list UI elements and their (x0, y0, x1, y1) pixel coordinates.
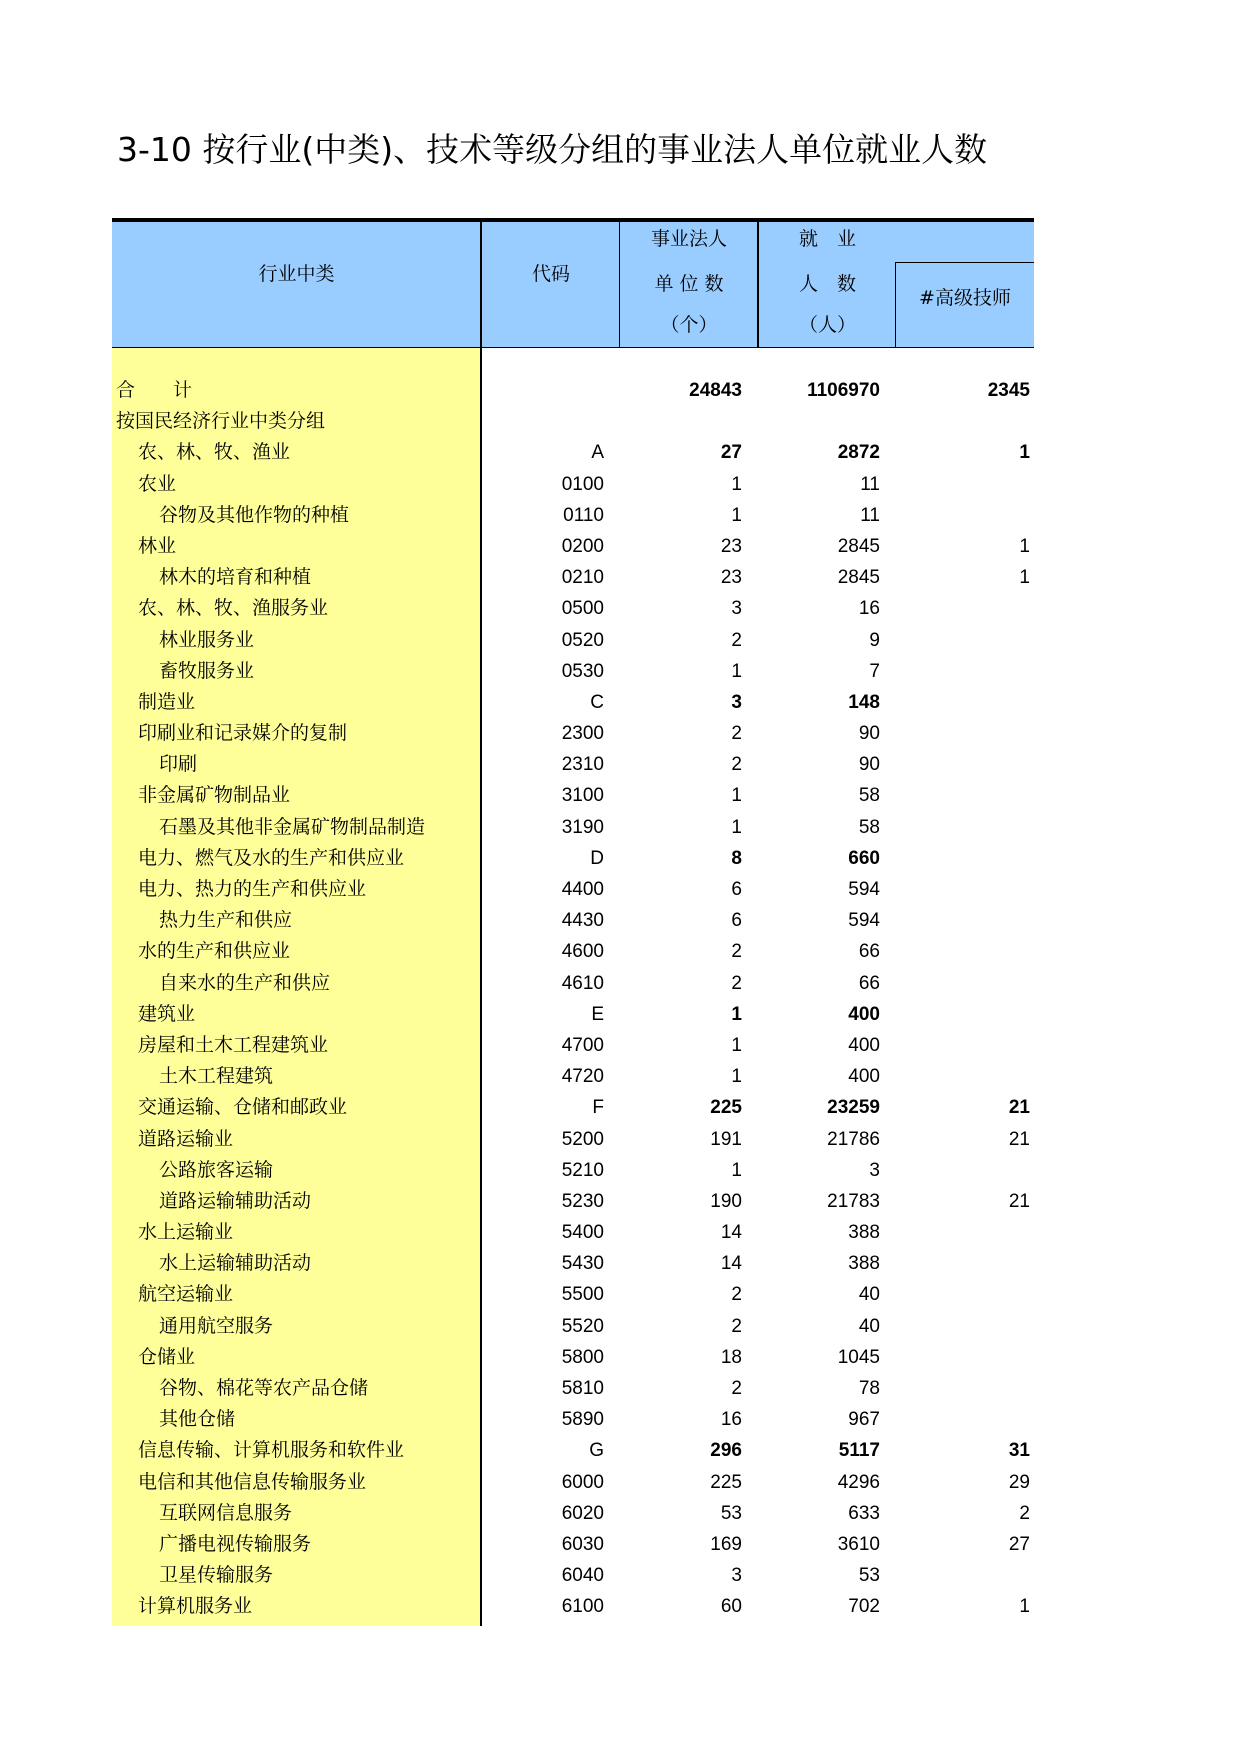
units-cell: 1 (731, 1066, 742, 1088)
units-cell: 1 (731, 816, 742, 838)
units-cell: 1 (731, 660, 742, 682)
units-cell: 1 (731, 1003, 742, 1025)
industry-cell: 按国民经济行业中类分组 (116, 410, 326, 433)
units-cell: 14 (720, 1253, 742, 1275)
table-header (112, 222, 1034, 348)
employment-cell: 66 (858, 941, 880, 963)
units-cell: 18 (720, 1346, 742, 1368)
units-cell: 6 (731, 879, 742, 900)
code-cell: 5890 (561, 1409, 604, 1431)
employment-cell: 11 (860, 504, 880, 526)
table-row (112, 1155, 1034, 1186)
code-cell: 3100 (561, 785, 604, 807)
industry-cell: 互联网信息服务 (159, 1501, 293, 1524)
employment-cell: 23259 (827, 1097, 880, 1119)
employment-cell: 5117 (838, 1440, 880, 1462)
units-cell: 16 (720, 1409, 742, 1431)
code-cell: E (591, 1003, 604, 1025)
employment-cell: 2845 (837, 567, 880, 589)
code-cell: C (590, 691, 604, 713)
units-cell: 169 (710, 1533, 742, 1555)
code-cell: D (590, 847, 604, 869)
units-cell: 296 (710, 1440, 742, 1462)
units-cell: 60 (720, 1596, 742, 1618)
table-row (112, 1217, 1034, 1248)
senior-tech-cell: 31 (1008, 1440, 1030, 1462)
industry-cell: 非金属矿物制品业 (138, 784, 291, 807)
header-code: 代码 (531, 263, 570, 285)
employment-cell: 148 (848, 691, 880, 713)
employment-cell: 90 (858, 754, 880, 776)
table-row (112, 874, 1034, 905)
table-row (112, 1279, 1034, 1310)
employment-cell: 11 (860, 473, 880, 495)
units-cell: 2 (731, 972, 742, 994)
code-cell: 5810 (561, 1378, 604, 1399)
table-row (112, 1186, 1034, 1217)
header-units-line: 单 位 数 (654, 273, 724, 295)
senior-tech-cell: 2 (1019, 1502, 1030, 1524)
table-row (112, 531, 1034, 562)
table-rows (112, 375, 1034, 1623)
units-cell: 2 (731, 1284, 742, 1306)
code-cell: 5210 (561, 1159, 604, 1181)
industry-cell: 农、林、牧、渔业 (138, 441, 291, 464)
industry-cell: 交通运输、仓储和邮政业 (138, 1096, 348, 1119)
employment-cell: 400 (848, 1003, 880, 1025)
code-cell: 5520 (561, 1315, 604, 1337)
units-cell: 23 (720, 567, 742, 589)
units-cell: 225 (710, 1097, 742, 1119)
industry-cell: 道路运输辅助活动 (159, 1189, 312, 1212)
table-row (112, 1030, 1034, 1061)
employment-cell: 633 (848, 1502, 880, 1524)
code-cell: 4700 (561, 1034, 604, 1056)
table-row (112, 1311, 1034, 1342)
employment-cell: 7 (869, 660, 880, 682)
employment-cell: 3 (869, 1159, 880, 1181)
code-cell: 0200 (561, 535, 604, 557)
employment-cell: 967 (848, 1409, 880, 1431)
employment-cell: 660 (848, 847, 880, 869)
senior-tech-cell: 21 (1008, 1190, 1030, 1212)
units-cell: 1 (731, 1034, 742, 1056)
employment-cell: 21783 (827, 1190, 880, 1212)
units-cell: 3 (731, 1565, 742, 1587)
code-cell: 4400 (561, 879, 604, 900)
table-row (112, 469, 1034, 500)
code-cell: 5200 (561, 1128, 604, 1150)
table-row (112, 1124, 1034, 1155)
employment-cell: 3610 (837, 1533, 880, 1555)
industry-cell: 计算机服务业 (138, 1595, 253, 1618)
code-cell: 5400 (561, 1222, 604, 1244)
code-cell: 2310 (561, 754, 604, 776)
industry-cell: 石墨及其他非金属矿物制品制造 (159, 815, 426, 838)
units-cell: 225 (710, 1471, 742, 1493)
employment-cell: 78 (858, 1378, 880, 1399)
units-cell: 191 (710, 1128, 742, 1150)
table-row (112, 1529, 1034, 1560)
industry-cell: 仓储业 (138, 1345, 196, 1368)
code-cell: 5230 (561, 1190, 604, 1212)
senior-tech-cell: 1 (1019, 567, 1030, 589)
table-row (112, 718, 1034, 749)
table-row (112, 968, 1034, 999)
code-cell: 6030 (561, 1533, 604, 1555)
code-cell: A (591, 442, 604, 464)
employment-cell: 1106970 (807, 380, 880, 401)
code-cell: 5430 (561, 1253, 604, 1275)
units-cell: 1 (731, 473, 742, 495)
header-units-line: （个） (660, 314, 718, 336)
employment-cell: 40 (858, 1315, 880, 1337)
code-cell: 4600 (561, 941, 604, 963)
industry-cell: 建筑业 (138, 1002, 196, 1025)
units-cell: 6 (731, 910, 742, 932)
industry-cell: 农、林、牧、渔服务业 (138, 597, 329, 620)
code-cell: 4720 (561, 1066, 604, 1088)
code-cell: 2300 (561, 723, 604, 745)
industry-cell: 信息传输、计算机服务和软件业 (138, 1439, 405, 1462)
employment-cell: 400 (848, 1034, 880, 1056)
employment-cell: 21786 (827, 1128, 880, 1150)
industry-cell: 土木工程建筑 (159, 1065, 274, 1088)
table-row (112, 562, 1034, 593)
industry-cell: 航空运输业 (138, 1283, 234, 1306)
senior-tech-cell: 1 (1019, 1596, 1030, 1618)
units-cell: 2 (731, 1378, 742, 1399)
table-row (112, 625, 1034, 656)
units-cell: 3 (731, 691, 742, 713)
code-cell: 6100 (561, 1596, 604, 1618)
employment-cell: 16 (858, 598, 880, 620)
code-cell: 6040 (561, 1565, 604, 1587)
code-cell: 5800 (561, 1346, 604, 1368)
industry-cell: 林木的培育和种植 (159, 566, 312, 589)
senior-tech-cell: 2345 (987, 380, 1030, 401)
industry-cell: 广播电视传输服务 (159, 1532, 312, 1555)
employment-cell: 58 (858, 785, 880, 807)
table-row (112, 999, 1034, 1030)
employment-cell: 388 (848, 1222, 880, 1244)
industry-cell: 其他仓储 (159, 1408, 236, 1431)
code-cell: 0110 (563, 504, 604, 526)
units-cell: 1 (731, 504, 742, 526)
table-row (112, 936, 1034, 967)
table-row (112, 1404, 1034, 1435)
employment-cell: 1045 (837, 1346, 880, 1368)
senior-tech-cell: 21 (1008, 1128, 1030, 1150)
header-employment (759, 222, 896, 344)
table-row (112, 843, 1034, 874)
code-cell: 0100 (561, 473, 604, 495)
table-row (112, 656, 1034, 687)
employment-cell: 2872 (837, 442, 880, 464)
units-cell: 2 (731, 629, 742, 651)
table-row (112, 1467, 1034, 1498)
code-cell: 3190 (561, 816, 604, 838)
employment-cell: 388 (848, 1253, 880, 1275)
senior-tech-cell: 29 (1008, 1471, 1030, 1493)
industry-cell: 印刷 (159, 753, 198, 776)
employment-cell: 66 (858, 972, 880, 994)
table-row (112, 905, 1034, 936)
table-row (112, 406, 1034, 437)
table-row (112, 1092, 1034, 1123)
industry-cell: 林业服务业 (159, 628, 255, 651)
table-row (112, 1560, 1034, 1591)
employment-cell: 9 (869, 629, 880, 651)
industry-cell: 电信和其他信息传输服务业 (138, 1470, 367, 1493)
table-row (112, 749, 1034, 780)
header-employment-line: （人） (798, 314, 856, 336)
employment-cell: 4296 (837, 1471, 880, 1493)
header-units-line: 事业法人 (650, 228, 727, 250)
industry-cell: 公路旅客运输 (159, 1158, 274, 1181)
employment-cell: 58 (858, 816, 880, 838)
code-cell: G (589, 1440, 604, 1462)
units-cell: 24843 (689, 380, 742, 401)
units-cell: 2 (731, 941, 742, 963)
units-cell: 2 (731, 1315, 742, 1337)
industry-cell: 畜牧服务业 (159, 659, 255, 682)
table-row (112, 1435, 1034, 1466)
units-cell: 3 (731, 598, 742, 620)
code-cell: 0500 (561, 598, 604, 620)
table-row (112, 1061, 1034, 1092)
industry-cell: 谷物及其他作物的种植 (159, 503, 350, 526)
senior-tech-cell: 21 (1008, 1097, 1030, 1119)
senior-tech-cell: 27 (1008, 1533, 1030, 1555)
industry-cell: 制造业 (138, 690, 196, 713)
units-cell: 2 (731, 723, 742, 745)
table-row (112, 1342, 1034, 1373)
industry-cell: 水的生产和供应业 (138, 940, 291, 963)
table-row (112, 500, 1034, 531)
table-row (112, 812, 1034, 843)
header-subrule (895, 262, 1034, 263)
code-cell: 5500 (561, 1284, 604, 1306)
employment-cell: 2845 (837, 535, 880, 557)
header-units (620, 222, 758, 344)
employment-cell: 90 (858, 723, 880, 745)
table-row (112, 1373, 1034, 1404)
employment-cell: 702 (848, 1596, 880, 1618)
industry-cell: 谷物、棉花等农产品仓储 (159, 1377, 369, 1399)
code-cell: 4430 (561, 910, 604, 932)
header-senior-tech: #高级技师 (919, 287, 1011, 309)
industry-cell: 电力、燃气及水的生产和供应业 (138, 846, 405, 869)
header-employment-line: 就 业 (798, 228, 856, 250)
units-cell: 8 (731, 847, 742, 869)
table-row (112, 437, 1034, 468)
units-cell: 2 (731, 754, 742, 776)
industry-cell: 房屋和土木工程建筑业 (138, 1033, 329, 1056)
industry-cell: 印刷业和记录媒介的复制 (138, 722, 348, 745)
table-row (112, 687, 1034, 718)
table-row (112, 1591, 1034, 1622)
industry-cell: 农业 (138, 472, 177, 495)
industry-cell: 电力、热力的生产和供应业 (138, 878, 367, 900)
industry-cell: 林业 (138, 534, 177, 557)
code-cell: F (592, 1097, 604, 1119)
units-cell: 27 (720, 442, 742, 464)
code-cell: 0520 (561, 629, 604, 651)
table-row (112, 375, 1034, 406)
table-body (112, 348, 1034, 1626)
employment-cell: 594 (848, 879, 880, 900)
industry-cell: 道路运输业 (138, 1127, 234, 1150)
code-cell: 6020 (561, 1502, 604, 1524)
table-row (112, 1248, 1034, 1279)
senior-tech-cell: 1 (1019, 442, 1030, 464)
employment-cell: 53 (858, 1565, 880, 1587)
table-row (112, 780, 1034, 811)
units-cell: 1 (731, 1159, 742, 1181)
industry-cell: 通用航空服务 (159, 1314, 274, 1337)
employment-cell: 594 (848, 910, 880, 932)
employment-cell: 40 (858, 1284, 880, 1306)
table-row (112, 1498, 1034, 1529)
industry-cell: 热力生产和供应 (159, 909, 293, 932)
units-cell: 14 (720, 1222, 742, 1244)
code-cell: 4610 (561, 972, 604, 994)
employment-cell: 400 (848, 1066, 880, 1088)
header-employment-line: 人 数 (798, 273, 856, 295)
units-cell: 1 (731, 785, 742, 807)
code-cell: 6000 (561, 1471, 604, 1493)
senior-tech-cell: 1 (1019, 535, 1030, 557)
industry-cell: 水上运输业 (138, 1221, 234, 1244)
page-title: 3-10 按行业(中类)、技术等级分组的事业法人单位就业人数 (117, 130, 988, 169)
industry-cell: 自来水的生产和供应 (159, 971, 331, 994)
industry-cell: 合 计 (116, 379, 193, 401)
units-cell: 190 (710, 1190, 742, 1212)
units-cell: 53 (720, 1502, 742, 1524)
industry-cell: 卫星传输服务 (159, 1564, 274, 1587)
table-row (112, 593, 1034, 624)
industry-cell: 水上运输辅助活动 (159, 1252, 312, 1275)
header-industry: 行业中类 (258, 263, 335, 285)
code-cell: 0210 (561, 567, 604, 589)
code-cell: 0530 (561, 660, 604, 682)
units-cell: 23 (720, 535, 742, 557)
